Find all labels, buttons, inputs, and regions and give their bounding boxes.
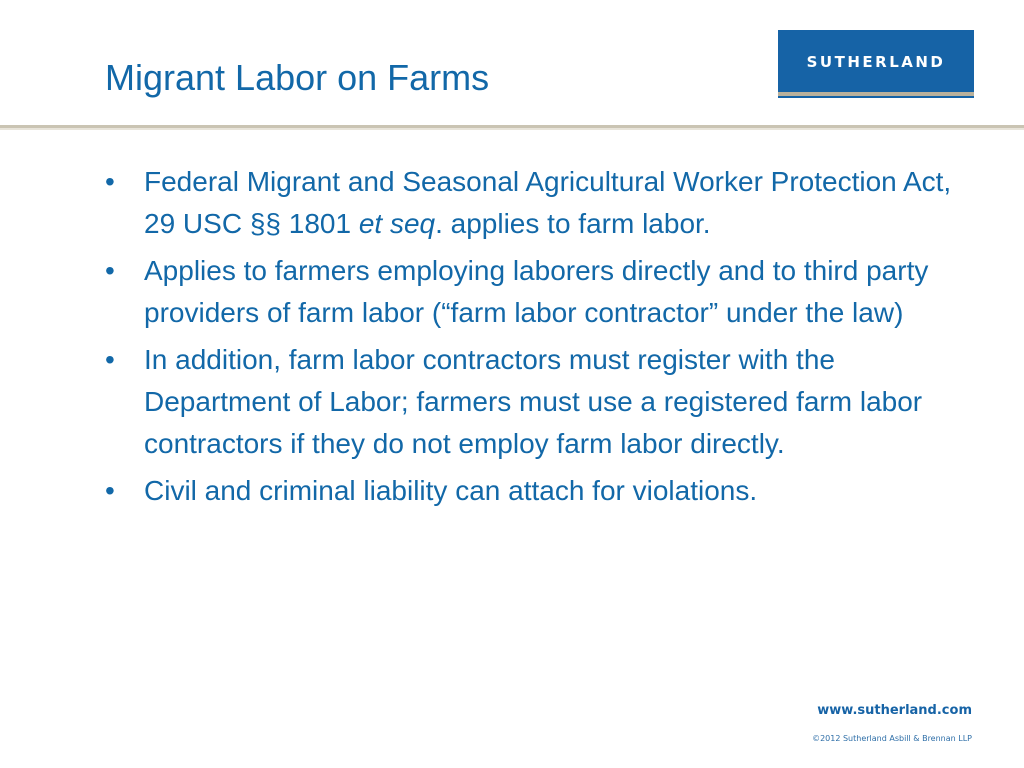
bullet-marker: • xyxy=(105,344,115,375)
bullet-text: In addition, farm labor contractors must register with the Department of Labor; farmers must use a registered farm labor contractors if they do not employ farm labor directly. xyxy=(144,344,923,459)
logo-text: SUTHERLAND xyxy=(806,53,946,71)
header-divider-shadow xyxy=(0,128,1024,130)
bullet-item xyxy=(103,470,983,512)
bullet-text: Applies to farmers employing laborers directly and to third party providers of farm labor (“farm labor contractor” under the law) xyxy=(144,255,929,328)
bullet-marker: • xyxy=(105,166,115,197)
bullet-marker: • xyxy=(105,475,115,506)
logo-stripe xyxy=(778,92,974,96)
bullet-text-part: Federal Migrant and Seasonal Agricultural Worker Protection Act, 29 USC §§ 1801 xyxy=(144,166,952,239)
bullet-text: Civil and criminal liability can attach for violations. xyxy=(144,475,758,506)
footer-url: www.sutherland.com xyxy=(817,703,972,718)
bullet-item xyxy=(103,161,983,245)
bullet-text-part: . applies to farm labor. xyxy=(435,208,711,239)
slide-title: Migrant Labor on Farms xyxy=(105,57,490,98)
bullet-item xyxy=(103,250,983,334)
sutherland-logo xyxy=(778,30,974,98)
bullet-item xyxy=(103,339,983,465)
bullet-list xyxy=(103,161,983,517)
copyright-notice: ©2012 Sutherland Asbill & Brennan LLP xyxy=(812,734,972,743)
bullet-text xyxy=(144,166,951,239)
bullet-text-italic: et seq xyxy=(358,208,436,239)
bullet-marker: • xyxy=(105,255,115,286)
